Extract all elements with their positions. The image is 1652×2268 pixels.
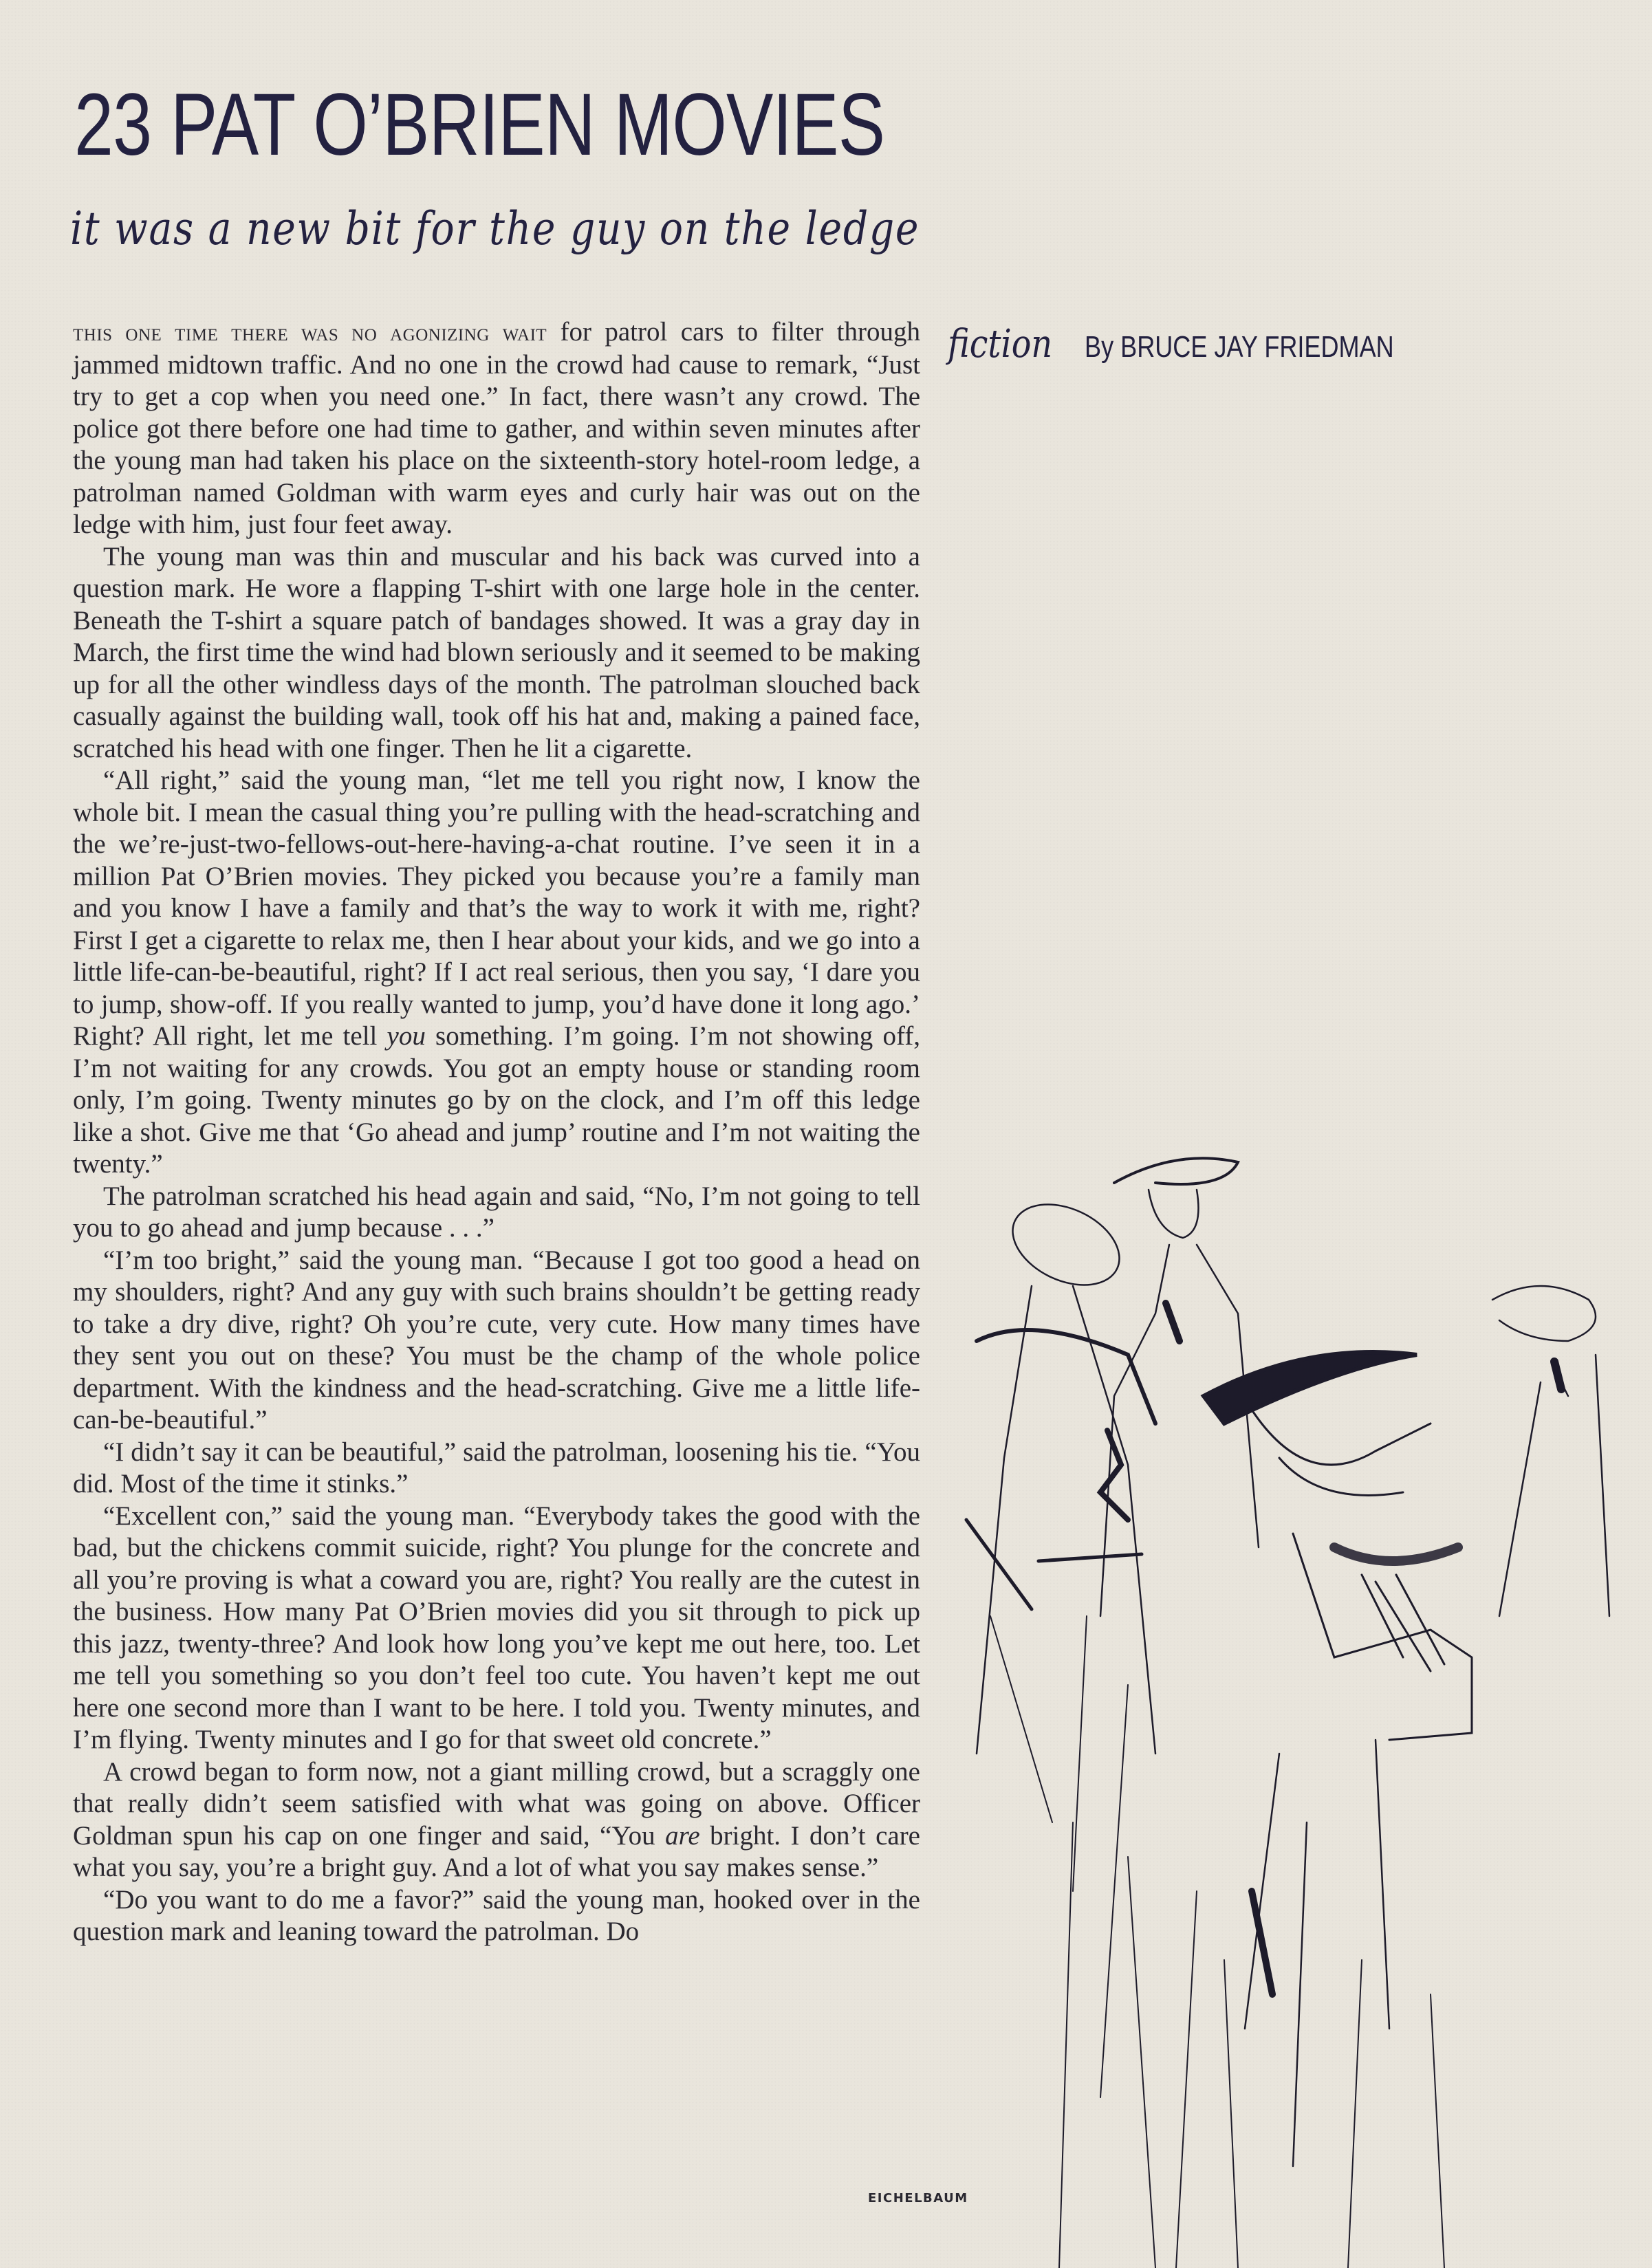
paragraph: “Do you want to do me a favor?” said the young man, hooked over in the question mark and leaning toward the patrolman. Do: [73, 1884, 920, 1946]
byline: [948, 322, 1461, 367]
paragraph: “I didn’t say it can be beautiful,” said the patrolman, loosening his tie. “You did. Most of the time it stinks.”: [73, 1437, 920, 1498]
paragraph: “Excellent con,” said the young man. “Everybody takes the good with the bad, but the chickens commit suicide, right? You plunge for the concrete and all you’re proving is what a coward you are, right? You really are the cutest in the business. How many Pat O’Brien movies did you sit through to pick up this jazz, twenty-three? And look how long you’ve kept me out here, too. Let me tell you something so you don’t feel too cute. You haven’t kept me out here one second more than I want to be here. I told you. Twenty minutes, and I’m flying. Twenty minutes and I go for that sweet old concrete.”: [73, 1501, 920, 1754]
paragraph: A crowd began to form now, not a giant milling crowd, but a scraggly one that really didn’t seem satisfied with what was going on above. Officer Goldman spun his cap on one finger and said, “You are bright. I don’t care what you say, you’re a bright guy. And a lot of what you say makes sense.”: [73, 1756, 920, 1882]
emphasis: are: [665, 1820, 700, 1851]
emphasis: you: [387, 1021, 426, 1051]
lead-in: this one time there was no agonizing wait: [73, 319, 547, 346]
article-body: [73, 316, 920, 1948]
paragraph: The patrolman scratched his head again and said, “No, I’m not going to tell you to go ahead and jump because . . .”: [73, 1181, 920, 1243]
paragraph: this one time there was no agonizing wait for patrol cars to filter through jammed midtown traffic. And no one in the crowd had cause to remark, “Just try to get a cop when you need one.” In fact, there wasn’t any crowd. The police got there before one had time to gather, and within seven minutes after the young man had taken his place on the sixteenth-story hotel-room ledge, a patrolman named Goldman with warm eyes and curly hair was out on the ledge with him, just four feet away.: [73, 317, 920, 539]
section-label: fiction: [948, 322, 1053, 367]
illustration-credit: EICHELBAUM: [868, 2191, 968, 2205]
paragraph: The young man was thin and muscular and his back was curved into a question mark. He wore a flapping T-shirt with one large hole in the center. Beneath the T-shirt a square patch of bandages showed. It was a gray day in March, the first time the wind had blown seriously and it seemed to be making up for all the other windless days of the month. The patrolman slouched back casually against the building wall, took off his hat and, making a pained face, scratched his head with one finger. Then he lit a cigarette.: [73, 541, 920, 763]
author-name: By BRUCE JAY FRIEDMAN: [1084, 330, 1394, 364]
paragraph: “I’m too bright,” said the young man. “Because I got too good a head on my shoulders, right? And any guy with such brains shouldn’t be getting ready to take a dry dive, right? Oh you’re cute, very cute. How many times have they sent you out on these? You must be the champ of the whole police department. With the kindness and the head-scratching. Give me a little life-can-be-beautiful.”: [73, 1245, 920, 1435]
article-title: 23 PAT O’BRIEN MOVIES: [74, 76, 885, 174]
ink-sketch-crowd-illustration: [949, 1135, 1652, 2268]
paragraph: “All right,” said the young man, “let me tell you right now, I know the whole bit. I mean the casual thing you’re pulling with the head-scratching and the we’re-just-two-fellows-out-here-having-a-chat routine. I’ve seen it in a million Pat O’Brien movies. They picked you because you’re a family man and you know I have a family and that’s the way to work it with me, right? First I get a cigarette to relax me, then I hear about your kids, and we go into a little life-can-be-beautiful, right? If I act real serious, then you say, ‘I dare you to jump, show-off. If you really wanted to jump, you’d have done it long ago.’ Right? All right, let me tell you something. I’m going. I’m not showing off, I’m not waiting for any crowds. You got an empty house or standing room only, I’m going. Twenty minutes go by on the clock, and I’m off this ledge like a shot. Give me that ‘Go ahead and jump’ routine and I’m not waiting the twenty.”: [73, 765, 920, 1179]
article-subtitle: it was a new bit for the guy on the ledge: [70, 202, 920, 255]
